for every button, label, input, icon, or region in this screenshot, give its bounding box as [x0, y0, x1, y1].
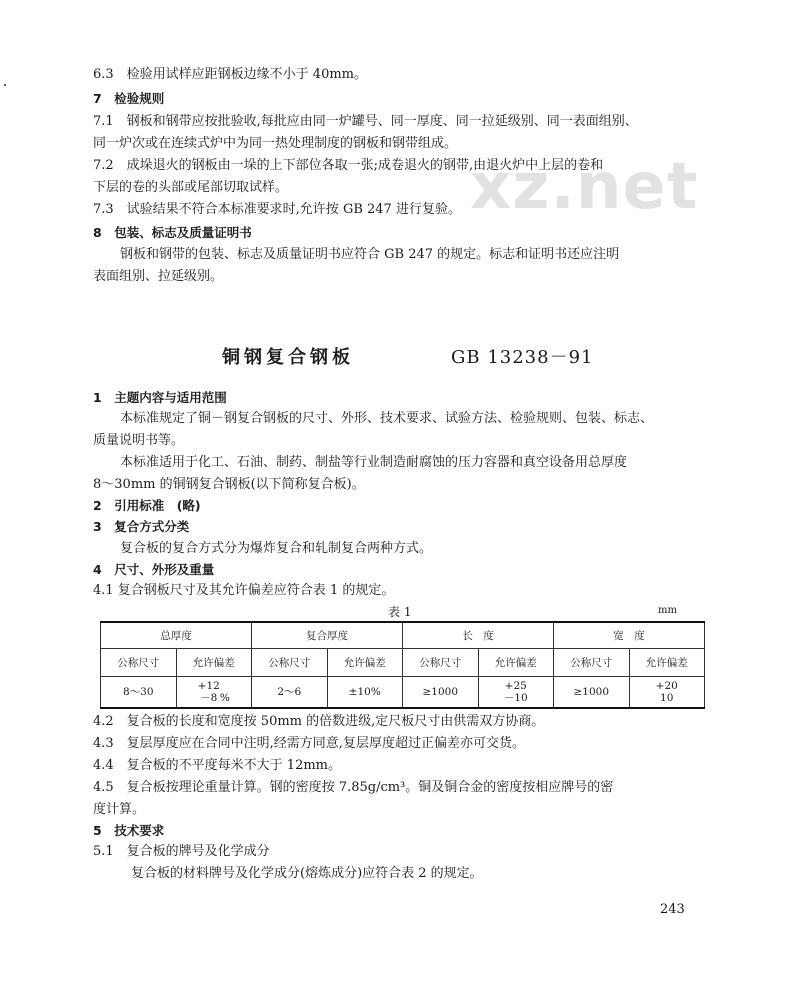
clause-4-3: 4.3 复层厚度应在合同中注明,经需方同意,复层厚度超过正偏差亦可交货。	[93, 736, 525, 751]
clause-6-3: 6.3 检验用试样应距钢板边缘不小于 40mm。	[93, 67, 368, 82]
clause-7-2-line1: 7.2 成垛退火的钢板由一垛的上下部位各取一张;成卷退火的钢带,由退火炉中上层的卷和	[93, 158, 604, 173]
clause-7-2-line2: 下层的卷的头部或尾部切取试样。	[93, 180, 289, 195]
clause-1-para1b: 质量说明书等。	[93, 433, 185, 448]
table-group-header-row	[101, 622, 705, 648]
clause-4-4: 4.4 复合板的不平度每米不大于 12mm。	[93, 758, 342, 773]
cell-width-tolerance	[629, 676, 705, 708]
clause-1-para1: 本标准规定了铜－钢复合钢板的尺寸、外形、技术要求、试验方法、检验规则、包装、标志、	[120, 411, 654, 426]
clause-7-1-line1: 7.1 钢板和钢带应按批验收,每批应由同一炉罐号、同一厚度、同一拉延级别、同一表面组别、	[93, 114, 638, 129]
subcol-tolerance: 允许偏差	[327, 648, 403, 676]
scan-speck	[4, 84, 6, 86]
heading-4: 4 尺寸、外形及重量	[93, 562, 215, 577]
heading-3: 3 复合方式分类	[93, 519, 190, 534]
col-total-thickness: 总厚度	[101, 622, 252, 648]
heading-8: 8 包装、标志及质量证明书	[93, 225, 252, 240]
subcol-nominal: 公称尺寸	[101, 648, 177, 676]
clause-5-1-para: 复合板的材料牌号及化学成分(熔炼成分)应符合表 2 的规定。	[131, 866, 483, 881]
tol-unit: %	[219, 691, 230, 704]
standard-number: GB 13238－91	[451, 347, 594, 368]
tol-lower: －8	[200, 691, 218, 704]
clause-4-5-line2: 度计算。	[93, 802, 146, 817]
col-width: 宽 度	[554, 622, 705, 648]
clause-1-para2: 本标准适用于化工、石油、制药、制盐等行业制造耐腐蚀的压力容器和真空设备用总厚度	[120, 455, 628, 470]
tol-lower: －10	[503, 691, 528, 704]
clause-3-para: 复合板的复合方式分为爆炸复合和轧制复合两种方式。	[120, 541, 433, 556]
subcol-nominal: 公称尺寸	[403, 648, 479, 676]
tolerance-stack	[656, 680, 678, 704]
table-caption: 表 1	[388, 605, 412, 619]
subcol-tolerance: 允许偏差	[478, 648, 554, 676]
table-1	[100, 621, 705, 709]
table-row	[101, 676, 705, 708]
clause-1-para2b: 8～30mm 的铜钢复合钢板(以下简称复合板)。	[93, 477, 365, 492]
tol-upper: +25	[504, 679, 527, 692]
clause-8-line1: 钢板和钢带的包装、标志及质量证明书应符合 GB 247 的规定。标志和证明书还应注明	[120, 247, 620, 262]
clause-7-3: 7.3 试验结果不符合本标准要求时,允许按 GB 247 进行复验。	[93, 202, 461, 217]
cell-width-nominal: ≥1000	[554, 676, 630, 708]
heading-5: 5 技术要求	[93, 823, 165, 838]
heading-7: 7 检验规则	[93, 91, 165, 106]
clause-7-1-line2: 同一炉次或在连续式炉中为同一热处理制度的钢板和钢带组成。	[93, 136, 458, 151]
subcol-nominal: 公称尺寸	[554, 648, 630, 676]
cell-length-nominal: ≥1000	[403, 676, 479, 708]
table-sub-header-row	[101, 648, 705, 676]
cell-clad-tolerance: ±10%	[327, 676, 403, 708]
page-number: 243	[660, 902, 685, 917]
clause-4-5-line1: 4.5 复合板按理论重量计算。钢的密度按 7.85g/cm³。铜及铜合金的密度按相应牌号的密	[93, 780, 614, 795]
clause-5-1: 5.1 复合板的牌号及化学成分	[93, 844, 270, 859]
col-clad-thickness: 复合厚度	[252, 622, 403, 648]
col-length: 长 度	[403, 622, 554, 648]
tol-lower: 10	[660, 691, 674, 704]
cell-total-nominal: 8～30	[101, 676, 177, 708]
cell-total-tolerance	[176, 676, 252, 708]
heading-2: 2 引用标准 (略)	[93, 498, 201, 513]
subcol-nominal: 公称尺寸	[252, 648, 328, 676]
clause-8-line2: 表面组别、拉延级别。	[93, 269, 224, 284]
clause-4-2: 4.2 复合板的长度和宽度按 50mm 的倍数进级,定尺板尺寸由供需双方协商。	[93, 714, 545, 729]
cell-length-tolerance	[478, 676, 554, 708]
table-unit: mm	[658, 605, 677, 616]
document-title: 铜钢复合钢板	[222, 347, 354, 368]
clause-4-1: 4.1 复合钢板尺寸及其允许偏差应符合表 1 的规定。	[93, 583, 395, 598]
tolerance-stack	[504, 680, 528, 704]
tol-upper: +12	[197, 679, 220, 692]
cell-clad-nominal: 2～6	[252, 676, 328, 708]
subcol-tolerance: 允许偏差	[176, 648, 252, 676]
subcol-tolerance: 允许偏差	[629, 648, 705, 676]
watermark: xz.net	[470, 150, 699, 224]
tolerance-stack	[198, 680, 220, 704]
heading-1: 1 主题内容与适用范围	[93, 390, 227, 405]
tol-upper: +20	[655, 679, 678, 692]
